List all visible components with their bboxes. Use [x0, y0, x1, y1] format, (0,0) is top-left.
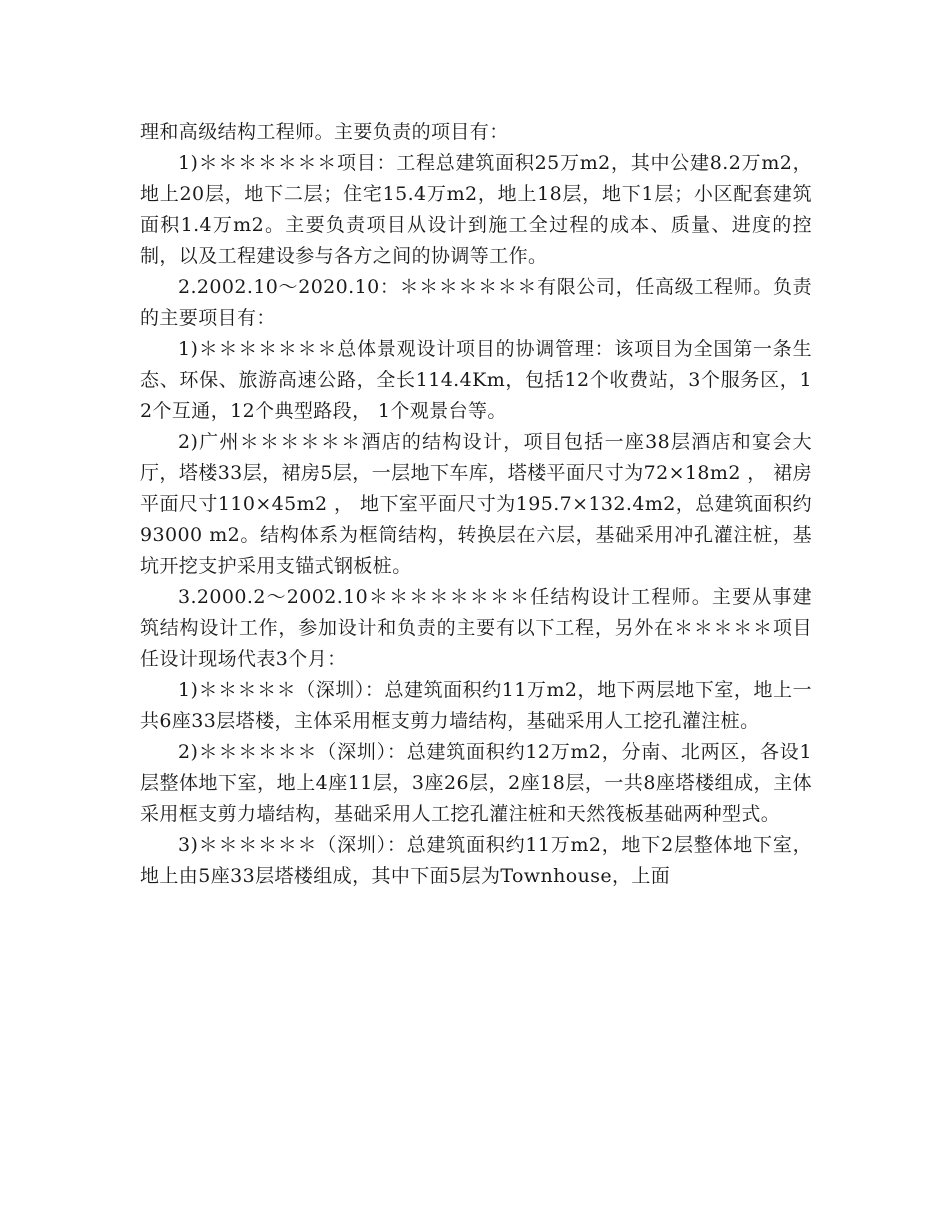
paragraph: 2.2002.10～2020.10：＊＊＊＊＊＊＊有限公司，任高级工程师。负责的主要项目有： [140, 276, 812, 329]
paragraph: 1)＊＊＊＊＊＊＊总体景观设计项目的协调管理：该项目为全国第一条生态、环保、旅游高速公路，全长114.4Km，包括12个收费站，3个服务区，12个互通，12个典型路段， 1个观景台等。 [140, 338, 812, 422]
paragraph: 2)广州＊＊＊＊＊＊酒店的结构设计，项目包括一座38层酒店和宴会大厅，塔楼33层，裙房5层，一层地下车库，塔楼平面尺寸为72×18m2 ， 裙房平面尺寸110×45m2 ， 地下室平面尺寸为195.7×132.4m2，总建筑面积约93000 m2。结构体系为框筒结构，转换层在六层，基础采用冲孔灌注桩，基坑开挖支护采用支锚式钢板桩。 [140, 431, 812, 577]
paragraph: 理和高级结构工程师。主要负责的项目有： [140, 121, 509, 143]
paragraph: 1)＊＊＊＊＊（深圳）：总建筑面积约11万m2，地下两层地下室，地上一共6座33层塔楼，主体采用框支剪力墙结构，基础采用人工挖孔灌注桩。 [140, 679, 812, 732]
paragraph: 3)＊＊＊＊＊＊（深圳）：总建筑面积约11万m2，地下2层整体地下室，地上由5座33层塔楼组成，其中下面5层为Townhouse，上面 [140, 834, 812, 887]
paragraph: 3.2000.2～2002.10＊＊＊＊＊＊＊＊任结构设计工程师。主要从事建筑结构设计工作，参加设计和负责的主要有以下工程，另外在＊＊＊＊＊项目任设计现场代表3个月： [140, 586, 812, 670]
paragraph: 1)＊＊＊＊＊＊＊项目：工程总建筑面积25万m2，其中公建8.2万m2，地上20层，地下二层；住宅15.4万m2，地上18层，地下1层；小区配套建筑面积1.4万m2。主要负责项目从设计到施工全过程的成本、质量、进度的控制，以及工程建设参与各方之间的协调等工作。 [140, 152, 812, 267]
paragraph: 2)＊＊＊＊＊＊（深圳）：总建筑面积约12万m2，分南、北两区，各设1层整体地下室，地上4座11层，3座26层，2座18层，一共8座塔楼组成，主体采用框支剪力墙结构，基础采用人工挖孔灌注桩和天然筏板基础两种型式。 [140, 741, 812, 825]
document-body [140, 117, 812, 892]
